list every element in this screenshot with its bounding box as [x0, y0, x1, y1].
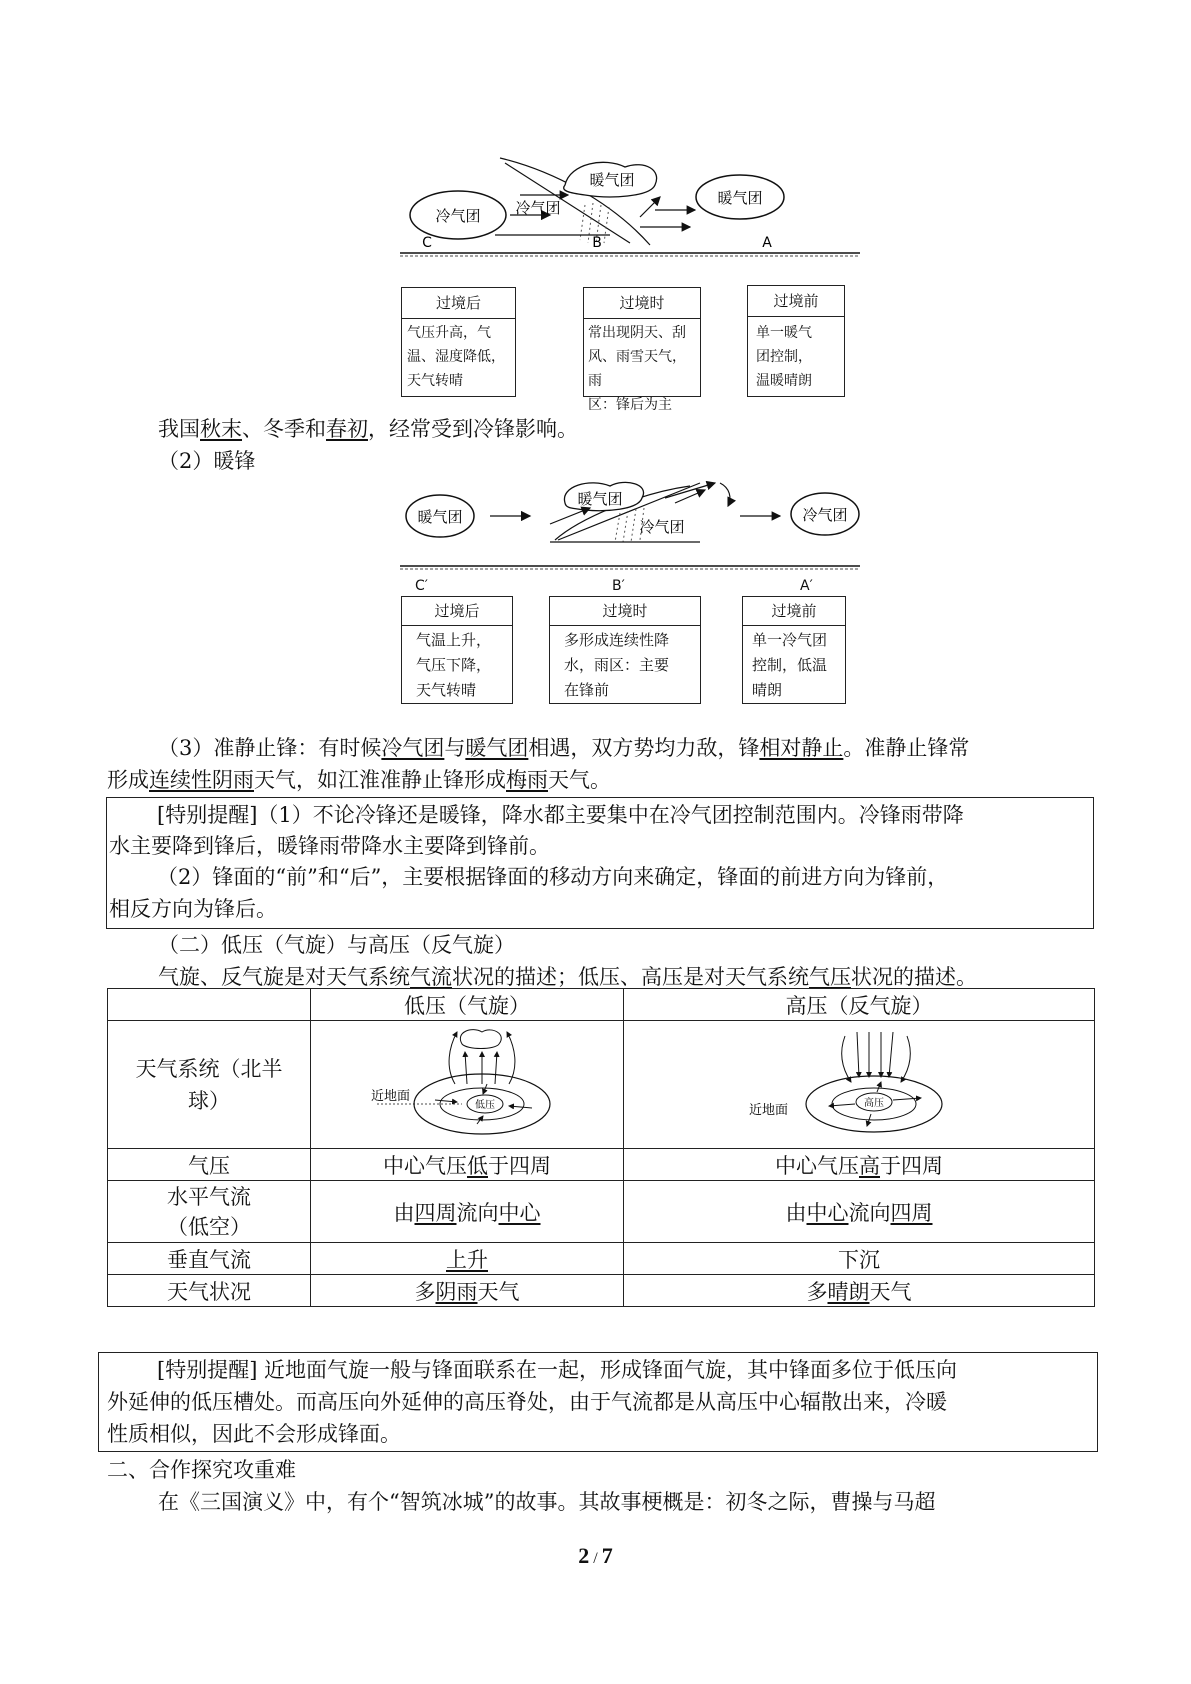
underlined-text: 低	[467, 1153, 488, 1178]
low-pressure-label: 低压	[475, 1100, 495, 1111]
cold-air-mass-cloud	[410, 191, 506, 239]
warm-before-title: 过境前	[743, 597, 845, 626]
text: ，经常受到冷锋影响。	[368, 417, 578, 441]
warm-front-diagram	[400, 478, 860, 578]
text: 、冬季和	[242, 417, 326, 441]
warm-during-box	[549, 596, 701, 704]
warm-during-line: 多形成连续性降	[564, 631, 670, 649]
warm-air-label: 暖气团	[417, 508, 463, 526]
text: 天气，如江淮准静止锋形成	[254, 768, 506, 792]
text: 。准静止锋常	[843, 736, 970, 760]
cold-air-mid-label: 冷气团	[515, 199, 561, 217]
story-line: 在《三国演义》中，有个“智筑冰城”的故事。其故事梗概是：初冬之际，曹操与马超	[158, 1490, 936, 1514]
section-two-heading: 二、合作探究攻重难	[107, 1458, 296, 1482]
cyclone-diagram	[367, 1022, 567, 1142]
underlined-text: 暖气团	[465, 736, 529, 760]
reminder-line: 相反方向为锋后。	[109, 897, 277, 921]
warm-air-mid-label: 暖气团	[577, 490, 623, 508]
text: 于四周	[488, 1153, 551, 1178]
point-b: B	[592, 235, 602, 251]
warm-after-line: 天气转晴	[416, 681, 477, 699]
table-header-low: 低压（气旋）	[311, 989, 624, 1021]
point-b-prime: B′	[612, 578, 625, 594]
warm-air-right-label: 暖气团	[717, 189, 763, 207]
cold-after-box	[401, 287, 516, 397]
low-pressure-value	[311, 1149, 624, 1181]
underlined-text: 梅雨	[506, 768, 548, 792]
page-separator: /	[589, 1550, 602, 1567]
cold-during-box	[583, 287, 701, 413]
warm-during-line: 水，雨区：主要	[564, 656, 670, 674]
row-weather-label: 天气状况	[108, 1275, 311, 1307]
high-horizontal-value	[624, 1181, 1095, 1243]
underlined-text: 秋末	[200, 417, 242, 441]
underlined-text: 四周	[414, 1200, 457, 1225]
cold-during-line: 风、雨雪天气，雨	[588, 349, 686, 389]
text: （低空）	[167, 1214, 251, 1239]
cold-air-mid-label: 冷气团	[639, 518, 685, 536]
high-weather-value	[624, 1275, 1095, 1307]
cold-front-note	[158, 414, 578, 444]
page-number	[0, 1543, 1191, 1569]
text: 多	[414, 1279, 436, 1304]
underlined-text: 春初	[326, 417, 368, 441]
cold-before-line: 单一暖气	[756, 325, 812, 341]
text: 天气	[869, 1279, 912, 1304]
text: 我国	[158, 417, 200, 441]
low-vertical-value	[311, 1243, 624, 1275]
quasi-stationary-line-2	[107, 765, 611, 795]
underlined-text: 上升	[446, 1247, 488, 1272]
underlined-text: 冷气团	[381, 736, 445, 760]
point-a-prime: A′	[800, 578, 813, 594]
high-pressure-label: 高压	[864, 1098, 884, 1109]
cold-before-box	[747, 285, 845, 397]
table-row	[108, 1243, 1095, 1275]
underlined-text: 相对静止	[759, 736, 844, 760]
point-c-prime: C′	[415, 578, 428, 594]
warm-air-mass-cloud	[696, 175, 784, 219]
underlined-text: 晴朗	[827, 1279, 870, 1304]
row-pressure-label: 气压	[108, 1149, 311, 1181]
warm-after-box	[401, 596, 513, 704]
reminder-line: 水主要降到锋后，暖锋雨带降水主要降到锋前。	[109, 834, 550, 858]
low-horizontal-value	[311, 1181, 624, 1243]
text: 水平气流	[167, 1184, 251, 1209]
text: 由	[785, 1200, 807, 1225]
cold-after-title: 过境后	[402, 288, 515, 319]
anticyclone-diagram-cell	[624, 1021, 1095, 1149]
point-a: A	[762, 235, 772, 251]
underlined-text: 中心	[806, 1200, 849, 1225]
warm-before-line: 控制，低温	[752, 656, 828, 674]
cold-after-line: 温、湿度降低，	[407, 349, 505, 365]
low-weather-value	[311, 1275, 624, 1307]
reminder-line: 性质相似，因此不会形成锋面。	[107, 1422, 401, 1446]
warm-during-line: 在锋前	[564, 681, 610, 699]
underlined-text: 高	[859, 1153, 880, 1178]
near-ground-label: 近地面	[749, 1103, 789, 1118]
text: 由	[393, 1200, 415, 1225]
cold-after-line: 天气转晴	[407, 373, 463, 389]
text: 流向	[848, 1200, 891, 1225]
cold-air-label: 冷气团	[435, 207, 481, 225]
row-system-label: 天气系统（北半球）	[135, 1056, 283, 1113]
high-pressure-value	[624, 1149, 1095, 1181]
point-c: C	[422, 235, 432, 251]
underlined-text: 气流	[410, 965, 452, 989]
text: 与	[444, 736, 466, 760]
text: 相遇，双方势均力敌，锋	[528, 736, 760, 760]
text: 中心气压	[775, 1153, 859, 1178]
special-reminder-box-1	[106, 797, 1094, 929]
text: 状况的描述；低压、高压是对天气系统	[452, 965, 809, 989]
pressure-systems-table	[107, 988, 1095, 1307]
cold-before-line: 团控制，	[756, 349, 812, 365]
reminder-line: 外延伸的低压槽处。而高压向外延伸的高压脊处，由于气流都是从高压中心辐散出来，冷暖	[107, 1390, 947, 1414]
table-row	[108, 1149, 1095, 1181]
cold-during-line: 区：锋后为主	[588, 397, 672, 413]
text: 流向	[456, 1200, 499, 1225]
reminder-line: [特别提醒]（1）不论冷锋还是暖锋，降水都主要集中在冷气团控制范围内。冷锋雨带降	[157, 803, 964, 827]
warm-after-line: 气压下降，	[416, 656, 492, 674]
warm-during-title: 过境时	[550, 597, 700, 626]
underlined-text: 气压	[809, 965, 851, 989]
page-total: 7	[601, 1543, 613, 1568]
cold-air-right-label: 冷气团	[802, 506, 848, 524]
cold-during-title: 过境时	[584, 288, 700, 319]
warm-before-line: 单一冷气团	[752, 631, 828, 649]
table-cell-empty	[108, 989, 311, 1021]
special-reminder-box-2	[98, 1352, 1098, 1452]
table-row	[108, 1181, 1095, 1243]
table-header-high: 高压（反气旋）	[624, 989, 1095, 1021]
cold-during-line: 常出现阴天、刮	[588, 325, 686, 341]
text: 天气。	[548, 768, 611, 792]
table-row-label	[108, 1021, 311, 1149]
table-row	[108, 1275, 1095, 1307]
text: 气旋、反气旋是对天气系统	[158, 965, 410, 989]
warm-front-heading: （2）暖锋	[158, 449, 256, 473]
quasi-stationary-line-1	[158, 733, 969, 763]
row-vertical-label: 垂直气流	[108, 1243, 311, 1275]
page-current: 2	[578, 1543, 590, 1568]
cold-before-line: 温暖晴朗	[756, 373, 812, 389]
near-ground-label: 近地面	[371, 1089, 411, 1104]
text: 状况的描述。	[851, 965, 977, 989]
reminder-line: （2）锋面的“前”和“后”，主要根据锋面的移动方向来确定，锋面的前进方向为锋前，	[157, 865, 949, 889]
reminder-line: [特别提醒] 近地面气旋一般与锋面联系在一起，形成锋面气旋，其中锋面多位于低压向	[157, 1358, 958, 1382]
cold-air-mass-cloud	[791, 493, 859, 535]
high-vertical-value: 下沉	[624, 1243, 1095, 1275]
underlined-text: 连续性阴雨	[149, 768, 254, 792]
warm-after-line: 气温上升，	[416, 631, 492, 649]
underlined-text: 中心	[498, 1200, 541, 1225]
underlined-text: 阴雨	[435, 1279, 478, 1304]
cyclone-diagram-cell	[311, 1021, 624, 1149]
text: 形成	[107, 768, 149, 792]
underlined-text: 四周	[890, 1200, 933, 1225]
warm-before-box	[742, 596, 846, 704]
warm-before-line: 晴朗	[752, 681, 783, 699]
text: 于四周	[880, 1153, 943, 1178]
table-row	[108, 989, 1095, 1021]
warm-air-mass-cloud	[406, 495, 474, 537]
text: 多	[806, 1279, 828, 1304]
row-horizontal-label	[108, 1181, 311, 1243]
warm-after-title: 过境后	[402, 597, 512, 626]
cyclone-section-heading: （二）低压（气旋）与高压（反气旋）	[158, 933, 515, 957]
cold-before-title: 过境前	[748, 286, 844, 317]
text: （3）准静止锋：有时候	[158, 736, 382, 760]
table-row	[108, 1021, 1095, 1149]
text: 中心气压	[383, 1153, 467, 1178]
text: 天气	[477, 1279, 520, 1304]
warm-air-top-label: 暖气团	[589, 171, 635, 189]
cold-after-line: 气压升高，气	[407, 325, 491, 341]
anticyclone-diagram	[749, 1022, 959, 1142]
